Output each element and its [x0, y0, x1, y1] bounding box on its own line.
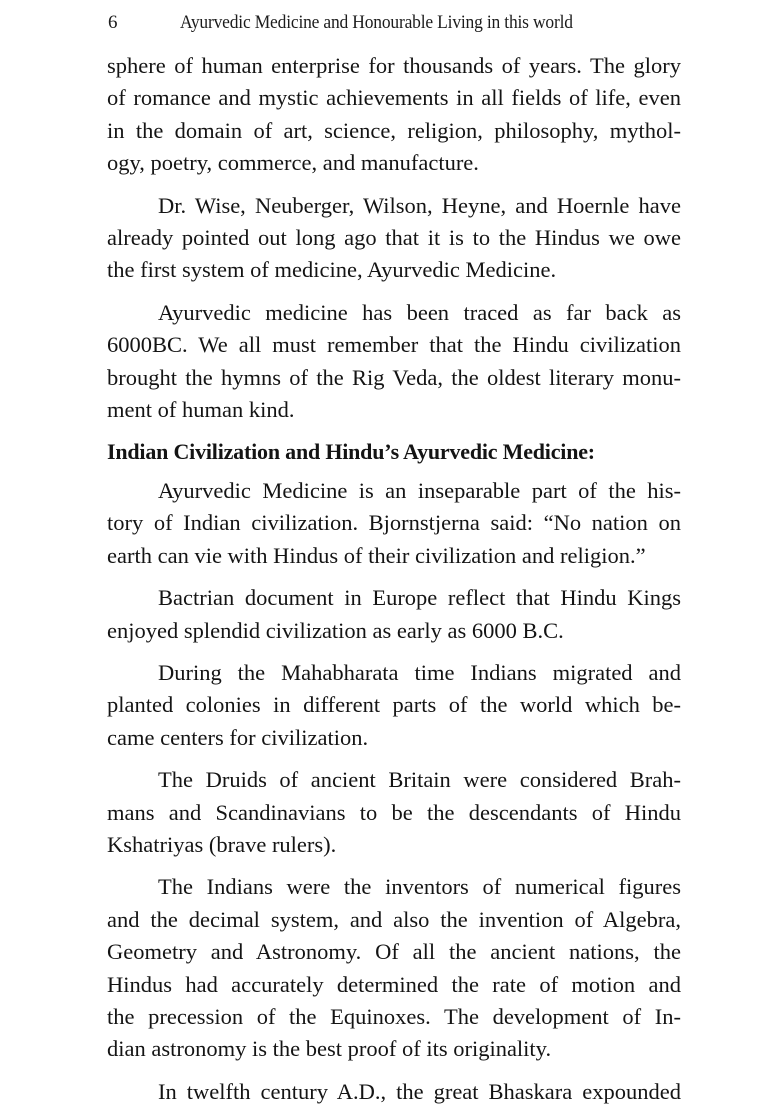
text-line: Ayurvedic medicine has been traced as far back as	[158, 299, 681, 325]
section-heading: Indian Civilization and Hindu’s Ayurvedic Medicine:	[107, 439, 595, 465]
text-line: and the decimal system, and also the invention of Algebra,	[107, 906, 681, 932]
text-line: ogy, poetry, commerce, and manufacture.	[107, 150, 479, 176]
paragraph-druids	[107, 764, 681, 861]
text-line: Dr. Wise, Neuberger, Wilson, Heyne, and Hoernle have	[158, 192, 681, 218]
book-title: Ayurvedic Medicine and Honourable Living in this world	[180, 12, 573, 33]
body-text	[107, 50, 681, 1118]
text-line: in the domain of art, science, religion, philosophy, mythol-	[107, 117, 681, 143]
text-line: The Druids of ancient Britain were considered Brah-	[158, 767, 681, 793]
text-line: During the Mahabharata time Indians migrated and	[158, 659, 681, 685]
paragraph-numerical-figures	[107, 871, 681, 1065]
page-number: 6	[108, 12, 118, 33]
text-line: earth can vie with Hindus of their civilization and religion.”	[107, 542, 646, 568]
text-line: already pointed out long ago that it is to the Hindus we owe	[107, 225, 681, 251]
text-line: sphere of human enterprise for thousands of years. The glory	[107, 53, 681, 78]
paragraph-continuation	[107, 50, 681, 180]
text-line: mans and Scandinavians to be the descendants of Hindu	[107, 799, 681, 825]
paragraph-mahabharata	[107, 657, 681, 754]
text-line: 6000BC. We all must remember that the Hindu civilization	[107, 332, 681, 358]
text-line: ment of human kind.	[107, 397, 295, 423]
text-line: planted colonies in different parts of the world which be-	[107, 692, 681, 718]
text-line: came centers for civilization.	[107, 724, 369, 750]
paragraph-wise-neuberger	[107, 190, 681, 287]
running-head	[108, 12, 688, 38]
text-line: tory of Indian civilization. Bjornstjerna said: “No nation on	[107, 510, 681, 536]
paragraph-bhaskara	[107, 1076, 681, 1108]
paragraph-inseparable-part	[107, 475, 681, 572]
text-line: Kshatriyas (brave rulers).	[107, 831, 337, 857]
text-line: The Indians were the inventors of numerical figures	[158, 874, 681, 900]
text-line: Bactrian document in Europe reflect that Hindu Kings	[158, 585, 681, 611]
text-line: In twelfth century A.D., the great Bhaskara expounded	[158, 1078, 681, 1104]
paragraph-bactrian	[107, 582, 681, 647]
text-line: Geometry and Astronomy. Of all the ancient nations, the	[107, 939, 681, 965]
text-line: brought the hymns of the Rig Veda, the oldest literary monu-	[107, 364, 681, 390]
text-line: the first system of medicine, Ayurvedic Medicine.	[107, 257, 557, 283]
text-line: Ayurvedic Medicine is an inseparable part of the his-	[158, 477, 681, 503]
text-line: dian astronomy is the best proof of its originality.	[107, 1036, 552, 1062]
paragraph-6000bc	[107, 297, 681, 427]
text-line: enjoyed splendid civilization as early as 6000 B.C.	[107, 617, 564, 643]
text-line: the precession of the Equinoxes. The development of In-	[107, 1003, 681, 1029]
text-line: Hindus had accurately determined the rate of motion and	[107, 971, 681, 997]
text-line: of romance and mystic achievements in all fields of life, even	[107, 85, 681, 111]
